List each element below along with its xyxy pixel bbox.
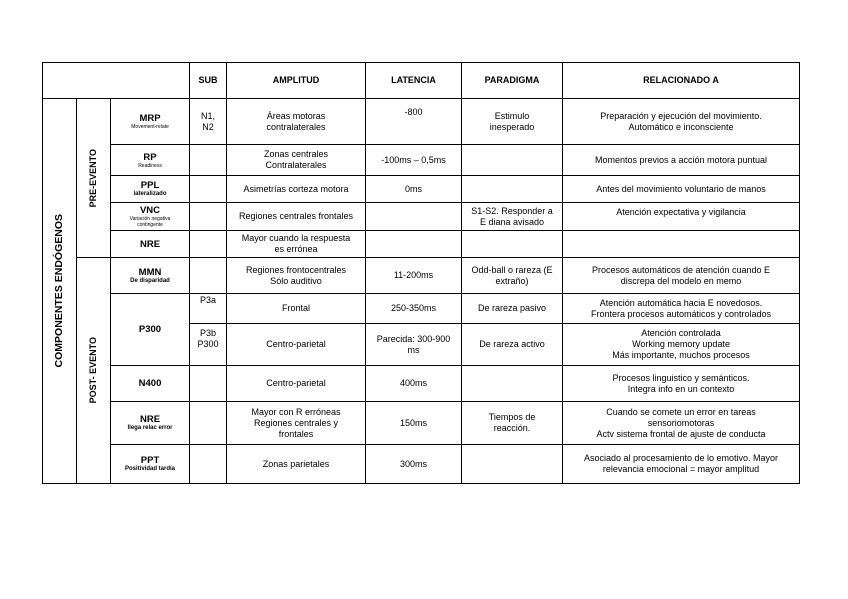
cell-amplitud: Frontal (227, 294, 366, 324)
cell-paradigma (462, 176, 563, 203)
cell-paradigma: Estimulo inesperado (462, 99, 563, 145)
component-subtitle: Readiness (138, 162, 162, 169)
group-post (77, 258, 111, 484)
cell-sub (190, 366, 227, 402)
cell-relacionado: Procesos automáticos de atención cuando E discrepa del modelo en memo (563, 258, 800, 294)
table-row-ppt (43, 445, 800, 484)
cell-latencia: 150ms (366, 402, 462, 445)
component-subtitle: De disparidad (130, 277, 170, 284)
component-name: MRP (139, 113, 161, 124)
component-name: P300 (138, 324, 162, 335)
cell-amplitud: Mayor con R erróneas Regiones centrales y frontales (227, 402, 366, 445)
component-name: MMN (138, 266, 162, 278)
component-name: NRE (139, 414, 161, 425)
table-row-p3a (43, 294, 800, 324)
table-row-nre-pre (43, 231, 800, 258)
cell-relacionado (563, 231, 800, 258)
group-post-label: POST- EVENTO (88, 337, 98, 404)
cell-paradigma: S1-S2. Responder a E diana avisado (462, 203, 563, 231)
cell-relacionado: Asociado al procesamiento de lo emotivo. Mayor relevancia emocional = mayor amplitud (563, 445, 800, 484)
cell-sub (190, 258, 227, 294)
cell-relacionado: Preparación y ejecución del movimiento. Automático e inconsciente (563, 99, 800, 145)
component-name: RP (143, 151, 157, 163)
component-mmn (111, 258, 190, 294)
cell-sub (190, 145, 227, 176)
cell-amplitud: Zonas parietales (227, 445, 366, 484)
cell-relacionado: Momentos previos a acción motora puntual (563, 145, 800, 176)
cell-latencia: -100ms – 0,5ms (366, 145, 462, 176)
cell-paradigma (462, 231, 563, 258)
component-name: PPL (140, 180, 160, 191)
table-row-n400 (43, 366, 800, 402)
component-subtitle: lateralizado (133, 191, 167, 197)
cell-sub: N1, N2 (190, 99, 227, 145)
cell-relacionado: Procesos linguistico y semánticos. Integra info en un contexto (563, 366, 800, 402)
component-subtitle: Variación negativa contingente (129, 216, 171, 228)
cell-relacionado: Atención expectativa y vigilancia (563, 203, 800, 231)
cell-latencia: -800 (366, 99, 462, 145)
cell-sub (190, 176, 227, 203)
cell-sub: P3a (190, 294, 227, 324)
component-mrp (111, 99, 190, 145)
cell-amplitud: Áreas motoras contralaterales (227, 99, 366, 145)
cell-amplitud: Centro-parietal (227, 366, 366, 402)
table-row-ppl (43, 176, 800, 203)
table-row-mmn (43, 258, 800, 294)
cell-paradigma: Odd-ball o rareza (E extraño) (462, 258, 563, 294)
component-subtitle: llega relac error (127, 425, 173, 431)
cell-amplitud: Centro-parietal (227, 324, 366, 366)
table-row-rp (43, 145, 800, 176)
header-empty (43, 63, 190, 99)
component-name: N400 (138, 378, 162, 389)
component-name: VNC (139, 205, 161, 216)
cell-sub: P3b P300 (190, 324, 227, 366)
cell-latencia: 0ms (366, 176, 462, 203)
component-subtitle: Positividad tardía (125, 466, 176, 472)
cell-paradigma: De rareza pasivo (462, 294, 563, 324)
group-main (43, 99, 77, 484)
cell-amplitud: Regiones centrales frontales (227, 203, 366, 231)
component-ppl (111, 176, 190, 203)
cell-sub (190, 445, 227, 484)
header-row (43, 63, 800, 99)
cell-latencia: 250-350ms (366, 294, 462, 324)
cell-sub (190, 231, 227, 258)
cell-paradigma: Tiempos de reacción. (462, 402, 563, 445)
cell-relacionado: Atención controlada Working memory update Más importante, muchos procesos (563, 324, 800, 366)
component-nre (111, 402, 190, 445)
cell-sub (190, 402, 227, 445)
group-pre-label: PRE-EVENTO (88, 148, 98, 208)
group-main-label: COMPONENTES ENDÓGENOS (53, 214, 65, 368)
header-sub: SUB (190, 63, 227, 99)
component-name: PPT (140, 455, 160, 466)
cell-relacionado: Atención automática hacia E novedosos. Frontera procesos automáticos y controlados (563, 294, 800, 324)
cell-amplitud: Asimetrías corteza motora (227, 176, 366, 203)
group-pre (77, 99, 111, 258)
table-row-mrp (43, 99, 800, 145)
cell-latencia: Parecida: 300-900 ms (366, 324, 462, 366)
header-amplitud: AMPLITUD (227, 63, 366, 99)
cell-paradigma (462, 366, 563, 402)
cell-amplitud: Zonas centrales Contralaterales (227, 145, 366, 176)
header-relacionado: RELACIONADO A (563, 63, 800, 99)
cell-paradigma (462, 145, 563, 176)
erp-components-table (42, 62, 800, 484)
component-vnc (111, 203, 190, 231)
header-paradigma: PARADIGMA (462, 63, 563, 99)
cell-paradigma: De rareza activo (462, 324, 563, 366)
cell-amplitud: Regiones frontocentrales Sólo auditivo (227, 258, 366, 294)
component-name: NRE (139, 238, 161, 250)
table-row-vnc (43, 203, 800, 231)
cell-paradigma (462, 445, 563, 484)
component-subtitle: Movement-relate (131, 124, 169, 130)
cell-latencia: 300ms (366, 445, 462, 484)
cell-amplitud: Mayor cuando la respuesta es errónea (227, 231, 366, 258)
cell-relacionado: Cuando se comete un error en tareas sensoriomotoras Actv sistema frontal de ajuste de conducta (563, 402, 800, 445)
component-p300 (111, 294, 190, 366)
cell-sub (190, 203, 227, 231)
table-row-nre-post (43, 402, 800, 445)
cell-latencia (366, 231, 462, 258)
header-latencia: LATENCIA (366, 63, 462, 99)
component-nre (111, 231, 190, 258)
component-rp (111, 145, 190, 176)
cell-latencia (366, 203, 462, 231)
cell-relacionado: Antes del movimiento voluntario de manos (563, 176, 800, 203)
component-n400 (111, 366, 190, 402)
cell-latencia: 11-200ms (366, 258, 462, 294)
cell-latencia: 400ms (366, 366, 462, 402)
component-ppt (111, 445, 190, 484)
